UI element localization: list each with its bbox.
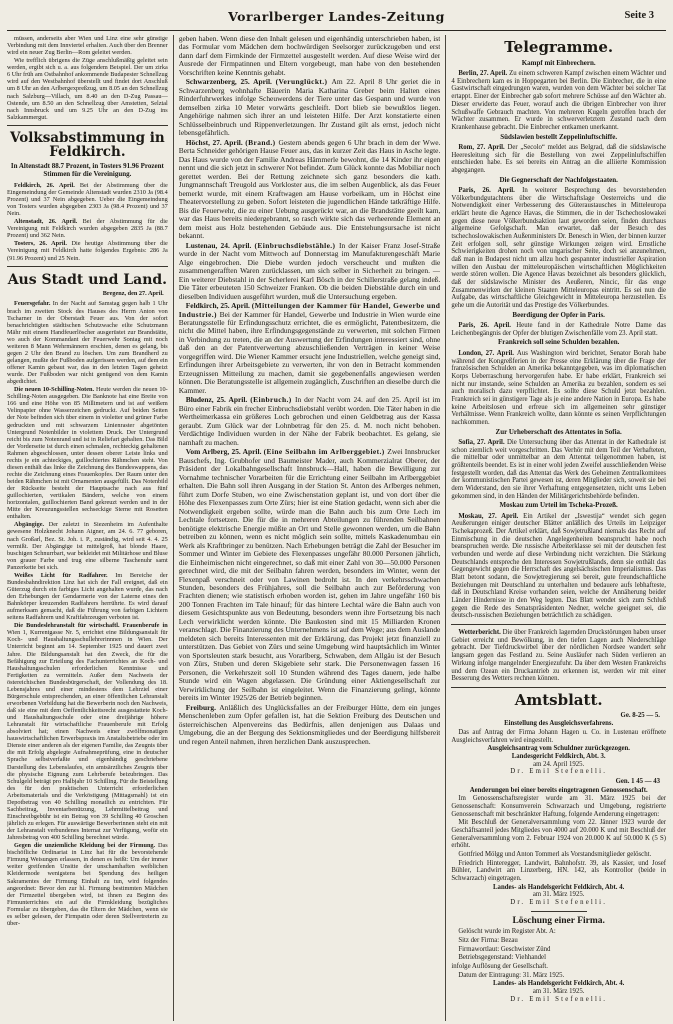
article-paragraph: Wie trefflich übrigens die Züge anschlußmäßig geleitet sein werden, ergibt sich u. a. aus folgendem Beispiel. Der um zirka 6 Uhr früh am Ostbahnhof ankommende Budapester Schnellzug wird auf den Westbahnhof überstellt und findet dort Anschluß um 8 Uhr an den Arlbergexpreßzug, um 8.05 an den Schnellzug nach Salzburg—Villach, um 8.40 an den D-Zug Passau—Ostende, um 8.50 an den Schnellzug über Amstetten, Selztal nach Innsbruck und um 9.25 Uhr an den D-Zug ins Salzkammergut. (7, 57, 168, 121)
article-subhead: Moskau zum Urteil im Tscheka-Prozeß. (499, 501, 618, 510)
article-paragraph: Feldkirch, 26. April. Bei der Abstimmung über die Eingemeindung der Gemeinde Altenstadt wurden 2310 Ja (98.4 Prozent) und 37 Nein abgegeben. Ueber die Eingemeindung von Tosters wurden abgegeben 2303 Ja (98.4 Prozent) und 37 Nein. (7, 181, 168, 218)
notice-heading: Löschung einer Firma. (512, 915, 605, 926)
article-paragraph: Datum der Eintragung: 31. März 1925. (458, 971, 565, 979)
article-lead-in: Berlin, 27. April. (458, 70, 510, 78)
article-lead-in: London, 27. April. (458, 349, 517, 357)
article-paragraph: Berlin, 27. April. Zu einem schweren Kampf zwischen einem Wächter und 4 Einbrechern kam es in Hoppegarten bei Berlin. Die Einbrecher, die in eine Gastwirtschaft eingedrungen waren, wurden von dem Wächter bei solcher Tat ertappt. Einer der Einbrecher gab sofort mehrere Schüsse auf den Wächter ab. Dieser erwiderte das Feuer, worauf auch die übrigen Einbrecher von ihrer Schußwaffe Gebrauch machten. Von mehreren Kugeln getroffen brach der Wächter zusammen. Er wurde in schwerverletztem Zustand nach dem Krankenhause gebracht. Die Einbrecher entkamen unerkannt. (451, 70, 666, 131)
signature-line: Dr. Emil Stefenelli. (510, 768, 608, 776)
article-paragraph: infolge Auflösung der Gesellschaft. (451, 963, 548, 971)
column-3-telegramme-amtsblatt (451, 35, 666, 1021)
article-paragraph: Die neuen 10-Schilling-Noten. Heute werden die neuen 10-Schilling-Noten ausgegeben. Die Banknote hat eine Breite von 166 und eine Höhe von 85 Millimetern und ist auf weißem Velinpapier ohne Wasserzeichen gedruckt. Auf beiden Seiten der Note befinden sich über einem in violetter und grüner Farbe gedruckten und mit schwarzem Linienraster abgetönten Untergrund Notenbilder in violettem Druck. Der Untergrund reicht bis zum Notenrand und ist in Reliefart gehalten. Das Bild der Vorderseite ist durch einen schmalen, rechteckig gehaltenen Rahmen abgeschlossen, unter dessen oberer Leiste links und rechts je ein achteckiges, guillochiertes Rähmchen steht. Von diesen enthält das linke die Zeichnung des Bundeswappens, das rechte die Zeichnung eines Frauenkopfes. Der Raum unter den beiden Rähmchen ist mit Ornamenten ausgefüllt. Das Notenbild der Rückseite besteht der Hauptsache nach aus fünf guillochierten, vertikalen Bändern, welche von einem horizontalen, guillochierten Band gekreuzt werden und in der Mitte der Kreuzungsstellen sechseckige Sterne mit Rosetten enthalten. (7, 386, 168, 521)
divider-rule (451, 687, 666, 688)
article-lead-in: Höchst, 27. April. (185, 137, 246, 147)
notice-line: Landes- als Handelsgericht Feldkirch, Abt. 4. (493, 883, 625, 891)
article-paragraph: Feuersgefahr. In der Nacht auf Samstag gegen halb 1 Uhr brach im zweiten Stock des Hauses des Herrn Anton von Tscharner in der Oberstadt Feuer aus. Von der sofort benachrichtigten städtischen Schutzwache eilte Schutzmann Mähr mit einem Handfeuerlöscher ausgerüstet zur Brandstätte, wo auch der Kommandant der Feuerwehr Sontag mit noch weiteren 8 Mann Wehrmännern erschien, denen es gelang, bis gegen 2 Uhr den Brand zu löschen. Um zum Brandherd zu gelangen, mußte der Fußboden aufgerissen werden, auf dem ein offener Kamin gebaut war, das in den letzten Tagen geheizt wurde. Der Fußboden war nicht genügend von dem Kamin abgedichtet. (7, 300, 168, 386)
notice-line: am 24. April 1925. (533, 760, 585, 768)
article-subhead: In Altenstadt 88.7 Prozent, in Tosters 91.96 Prozent Stimmen für die Vereinigung. (10, 162, 164, 179)
article-subhead: Südslawien bestellt Zeppelinluftschiffe. (500, 132, 618, 141)
docket-number: Ge. 8-25 — 5. (620, 711, 660, 719)
notice-line: Ausgleichsantrag vom Schuldner zurückgezogen. (487, 745, 630, 753)
column-divider (445, 35, 446, 1021)
article-lead-in: Paris, 26. April. (458, 322, 517, 330)
masthead-title: Vorarlberger Landes-Zeitung (228, 9, 445, 24)
article-paragraph: geben haben. Wenn diese den Inhalt gelesen und eigenhändig unterschrieben haben, ist das Formular vom Mädchen dem hochwürdigen Seelsorger zurückzugeben und erst dann darf dem Firmkinde der Firmzettel ausgestellt werden. Auf diese Weise wird der Ausrede der Firmpatinnen und Eltern vorgebeugt, man habe von den bestehenden Vorschriften keine Kenntnis gehabt. (178, 35, 441, 77)
notice-line: Landes- als Handelsgericht Feldkirch, Abt. 4. (493, 980, 625, 988)
article-lead-in: Vom Arlberg, 25. April. (185, 447, 264, 457)
article-paragraph: Paris, 26. April. Heute fand in der Kathedrale Notre Dame das Leichenbegängnis der Opfer der blutigen Zwischenfälle vom 23. April statt. (451, 322, 666, 337)
column-2 (179, 35, 441, 1021)
article-topic-tag: (Verunglückt.) (275, 77, 332, 87)
section-headline: Aus Stadt und Land. (7, 271, 168, 288)
article-paragraph: Schwarzenberg, 25. April. (Verunglückt.) Am 22. April 8 Uhr geriet die in Schwarzenberg wohnhafte Bäuerin Maria Katharina Greber beim Halten eines Rinderfuhrwerkes infolge Scheuwerdens der Tiere unter das Gespann und wurde von demselben zirka 10 Meter vorwärts geschleift. Dort blieb sie bewußtlos liegen. Angehörige nahmen sich ihrer an und leisteten Hilfe. Der Arzt konstatierte einen Schlüsselbeinbruch und Rippenverletzungen. Ihr Zustand gilt als ernst, jedoch nicht lebensgefährlich. (178, 77, 441, 138)
dateline: Bregenz, den 27. April. (102, 290, 164, 298)
article-lead-in: Rom, 27. April. (458, 143, 508, 151)
article-lead-in: Lustenau, 24. April. (185, 240, 255, 250)
article-paragraph: Bludenz, 25. April. (Einbruch.) In der Nacht vom 24. auf den 25. April ist im Büro einer Fabrik ein frecher Einbruchsdiebstahl verübt worden. Die Täter haben in die Wertheimerkassa ein größeres Loch gebrochen und einen Geldbetrag aus der Kassa geraubt. Zum Glück war der Lohnbetrag für den 25. d. M. noch nicht behoben. Verdächtige Individuen wurden in der Nähe der Fabrik beobachtet. Es gelang, sie namhaft zu machen. (178, 395, 441, 447)
column-divider (173, 35, 174, 1021)
article-topic-tag: (Einbruchsdiebstähle.) (254, 240, 339, 250)
column-1 (7, 35, 168, 1021)
article-paragraph: Moskau, 27. April. Ein Artikel der „Iswestija“ wendet sich gegen Aeußerungen einiger deutscher Blätter anläßlich des Urteils im Leipziger Tschekaprozeß. Der Artikel erklärt, daß Sowjetrußland niemals das Recht auf Einmischung in die deutschen Angelegenheiten beansprucht habe noch beanspruchen werde. Die russische Arbeiterklasse sei mit der deutschen fest verbunden und werde auf diese Verbindung nicht verzichten. Die Stärkung Deutschlands entspreche den Interessen Sowjetrußlands, denn sie enthält das Gegengewicht gegen die Herrschaft des angelsächsischen Imperialismus. Das Blatt betont sodann, die Sowjetregierung sei bereit, gute freundschaftliche Beziehungen mit Deutschland zu unterhalten und bedauere aufs lebhafteste, daß in Deutschland Kreise vorhanden seien, welche der Annäherung beider Länder Hindernisse in den Weg legten. Das Blatt wendet sich zum Schluß gegen die Rede des Senatspräsidenten Nedner, welche geeignet sei, die deutsch-russischen Beziehungen beträchtlich zu schädigen. (451, 512, 666, 620)
article-lead-in: Paris, 26. April. (458, 186, 523, 194)
article-paragraph: Rom, 27. April. Der „Secolo“ meldet aus Belgrad, daß die südslawische Heeresleitung sich für die Bestellung von zwei Zeppelinluftschiffen entschieden habe. Es sei bereits ein Antrag an die alliierte Kommission abgegangen. (451, 143, 666, 174)
article-paragraph: Gottfried Mölgg und Anton Tommerl als Vorstandsmitglieder gelöscht. (458, 851, 652, 859)
page-number-label: Seite 3 (624, 10, 654, 21)
article-paragraph: Vom Arlberg, 25. April. (Eine Seilbahn im Arlberggebiet.) Zwei Innsbrucker Bauschefs, Ing. Grubhofer und Baumeister Mader, auch Kommerzialrat Oberer, der Präsident der Lokalbahngesellschaft Innsbruck—Hall, haben die Bewilligung zur Vornahme technischer Vorarbeiten für die Errichtung einer Seilbahn im Arlberggebiet erhalten. Die Bahn soll ihren Ausgang in der Station St. Anton des Arlberges nehmen, führt zum Dorfe Stuben, wo eine Zwischenstation geplant ist, und von dort über die Höhe des Flexenpasses zum Orte Zürs; hier ist eine Station gedacht, wenn sich aber die Notwendigkeit ergeben sollte, würde man die Bahn auch bis zum Orte Lech im Lechtale fortsetzen. Die für die in mehreren Abteilungen zu führenden Seilbahnen benötigte elektrische Energie müßte an Ort und Stelle gewonnen werden, um die Bahn betreiben zu können, wenn es nicht möglich sein sollte, mittels Kaskadenumbau ein Werk als Kraftbringer zu benützen. Nach Erhebungen beträgt die Zahl der Besucher im Sommer und Winter im Gebiete des Flexenpasses ungefähr 80.000 Personen jährlich, die Einheimischen nicht eingerechnet, so daß mit einer Zahl von 30—50.000 Personen gerechnet wird, die mit der Seilbahn fahren werden, besonders im Winter, wenn der Flexenpaß verschneit oder von Lawinen bedroht ist. In den verkehrsschwachen Stunden, besonders des Frühjahres, soll die Seilbahn auch zur Beförderung von Frachten dienen; wie statistisch erhoben worden ist, gehen im Jahre ungefähr 160 bis 200 Tonnen Frachten im Tale hinauf; für das hintere Lechtal wäre die Bahn auch von diesem Gesichtspunkte aus von Bedeutung, besonders wenn ihre Fortsetzung bis nach Lech verwirklicht werden könnte. Die Baukosten sind mit 15 Milliarden Kronen veranschlagt. Die Finanzierung des Unternehmens ist auf dem Wege; aus dem Auslande meldeten sich bereits Interessenten mit der Erklärung, das Projekt jetzt finanziell zu unterstützen. Das Gebiet von Zürs und seine Umgebung wird hauptsächlich im Winter von Sportsleuten stark besucht, aus Vorarlberg, Schwaben, dem Allgäu ist der Besuch von Zürs, Stuben und deren Skigebiete sehr stark. Die Personenwagen fassen 16 Personen, die Verkehrszeit soll 10 Stunden während des Tages dauern, jede halbe Stunde wird ein Wagen abgelassen. Die Gründung einer Aktiengesellschaft zur Verwirklichung der Seilbahn ist eingeleitet. Wenn die Finanzierung gelingt, könnte bereits im Winter 1925/26 der Betrieb beginnen. (178, 447, 441, 703)
article-lead-in: Feldkirch, 26. April. (14, 181, 80, 189)
article-paragraph: Altenstadt, 26. April. Bei der Abstimmung für die Vereinigung mit Feldkirch wurden abgegeben 2835 Ja (88.7 Prozent) und 362 Nein. (7, 218, 168, 240)
article-paragraph: Lustenau, 24. April. (Einbruchsdiebstähle.) In der Kaiser Franz Josef-Straße wurde in der Nacht vom Mittwoch auf Donnerstag im Manufakturengeschäft Marie Alge eingebrochen. Die Diebe wurden jedoch verscheucht und mußten die zusammengerafften Waren zurücklassen, um sich selber in Sicherheit zu bringen. — Ein weiterer Diebstahl in der Scherlerei Karl Bösch in der Schillerstraße gelang indeß. Die Täter erbeuteten 150 Schweizer Franken. Ob die beiden Diebstähle durch ein und dieselben Individuen ausgeführt wurden, muß die Untersuchung ergeben. (178, 240, 441, 301)
article-subhead: Die Gegnerschaft der Nachfolgestaaten. (499, 175, 618, 184)
article-paragraph: Freiburg. Anläßlich des Unglücksfalles an der Freiburger Hütte, dem ein junges Menschenleben zum Opfer gefallen ist, hat die Sektion Freiburg des Deutschen und österreichischen Alpenvereins das Bedürfnis, allen denjenigen aus Dalaas und Umgebung, die an der Bergung des Sektionsmitgliedes und der Beerdigung hilfsbereit und regen Anteil nahmen, ihren herzlichen Dank auszusprechen. (178, 702, 441, 746)
article-subhead: Frankreich soll seine Schulden bezahlen. (497, 338, 620, 347)
article-paragraph: müssen, anderseits aber Wien und Linz eine sehr günstige Verbindung mit dem Innviertel erhalten. Auch über den Brenner wird ein neuer Zug Berlin—Rom geleitet werden. (7, 35, 168, 57)
article-lead-in: Moskau, 27. April. (458, 512, 524, 520)
article-paragraph: Gelöscht wurde im Register Abt. A: (458, 928, 556, 936)
article-paragraph: Im Genossenschaftsregister wurde am 31. März 1925 bei der Genossenschaft: Konsumverein Schwarzach und Umgebung, registrierte Genossenschaft mit beschränkter Haftung, folgende Aenderung eingetragen: (451, 795, 666, 818)
article-lead-in: Die neuen 10-Schilling-Noten. (14, 386, 96, 394)
divider-rule (451, 624, 666, 625)
article-paragraph: Höchst, 27. April. (Brand.) Gestern abends gegen 6 Uhr brach in dem der Wwe. Berta Schneider gehörigen Hause Feuer aus, das in kurzer Zeit das Haus in Asche legte. Das Haus wurde von der Familie Andreas Hämmerle bewohnt, die 14 Kinder ihr eigen nennt und die sich jetzt in schwerer Not befindet. Zum Glück konnte das Mobiliar noch gerettet werden. Bei der Rettung zeichnete sich ganz besonders die kath. Jungmannschaft Treugold aus Vorkloster aus, die im selben Augenblick, als das Feuer bemerkt wurde, mit einem Kraftwagen am Hause vorbeikam, um in Höchst eine Theatervorstellung zu geben. Sofort leisteten die jugendlichen Hände tatkräftige Hilfe. Bis die Feuerwehr, die zu einer Uebung ausgerückt war, an die Brandstätte geeilt kam, war das Haus bereits niedergebrannt, so rasch wirkte sich das verheerende Element an dem meist aus Holz bestehenden Gebäude aus. Die Entstehungsursache ist nicht bekannt. (178, 137, 441, 241)
article-paragraph: Feldkirch, 25. April. (Mitteilungen der Kammer für Handel, Gewerbe und Industrie.) Bei der Kammer für Handel, Gewerbe und Industrie in Wien wurde eine Beratungsstelle für Erfindungsschutz errichtet, die es ermöglicht, Patentbesitzern, die nicht die Mittel haben, ihre Erfindungsgegenstände zu verwerten, mit solchen Firmen in Verbindung zu treten, die an der Auswertung der Erfindungen interessiert sind, ohne daß den an der Patentverwertung abzuschließenden Verträgen in keiner Weise vorgegriffen wird. Die Wiener Kammer ersucht jene Industriellen, welche geneigt sind, Erfindungen ihrer Arbeitsgebiete zu verwerten, ihr von den in Betracht kommenden Erzeugnissen Mitteilung zu machen, damit sie gegebenenfalls angewiesen werden können. Die Beratungsstelle ist allgemein zugänglich, Zuschriften an dieselbe durch die Kammer. (178, 301, 441, 395)
article-paragraph: Tosters, 26. April. Die heutige Abstimmung über die Vereinigung mit Feldkirch hatte folgendes Ergebnis: 286 Ja (91.96 Prozent) und 25 Nein. (7, 240, 168, 262)
page-header (7, 6, 666, 31)
article-lead-in: Feuersgefahr. (14, 300, 53, 308)
article-paragraph: London, 27. April. Aus Washington wird berichtet, Senator Borah habe während der Kongreßferien in der Presse eine Erklärung über die Frage der französischen Schulden an Amerika bekanntgegeben, was im diplomatischen Korps Ueberraschung hervorgerufen habe. Er habe erklärt, Frankreich sei nicht nur imstande, seine Schulden an Amerika zu bezahlen, sondern es sei auch moralisch dazu verpflichtet. Es sollte diese Schuld jetzt bezahlen. Frankreich sei in günstigere Tage als je eine andere Nation in Europa. Es habe keine Arbeitslosen und erfreue sich im allgemeinen sehr günstiger Verhältnisse. Wenn Frankreich wollte, dann könnte es seinen Verpflichtungen nachkommen. (451, 349, 666, 426)
article-topic-tag: (Brand.) (245, 137, 279, 147)
divider-rule (7, 125, 168, 126)
article-paragraph: Die Bundeslehranstalt für wirtschaftl. Frauenberufe in Wien 1, Kurrentgasse Nr. 5, errichtet eine Bildungsanstalt für Koch- und Haushaltungsschullehrerinnnen in Wien. Der Unterricht beginnt am 14. September 1925 und dauert zwei Jahre. Die Bildungsanstalt hat den Zweck, die für die Befähigung zur Erteilung des Fachunterrichtes an Koch- und Haushaltungsschulen erforderlichen Kenntnisse und Fertigkeiten zu vermitteln. Außer dem Nachweis der östereichischen Bundesbürgerschaft, der Vollendung des 18. Lebensjahres und einer mindestens dem Lehrziel einer Bürgerschule entsprechenden, an einer öffentlichen Lehranstalt erworbenen Vorbildung hat die Bewerberin noch den Nachweis, daß sie eine mit dem Oeffentlichkeitsrecht ausgestattete Koch- und Haushaltungsschule oder eine dreijährige höhere Lehranstalt für wirtschaftliche Frauenberufe mit Erfolg absolviert hat; einen Nachweis einer zwölfmonatigen hauswirtschaftlichen Erwerbspraxis im Anstaltsbetriebe oder im Dienste einer anderen als der eigenen Familie, das Zeugnis über die mit Erfolg abgelegte Aufnahmeprüfung, eine in deutscher Sprache selbstverfaßte und eigenhändig geschriebene Darstellung des Lebenslaufes, ein amtsärztliches Zeugnis über die physische Eignung zum Lehrberufe beizubringen. Das Schulgeld beträgt pro Halbjahr 10 Schilling. Für die Beistellung des für den praktischen Unterricht erforderlichen Arbeitsmaterials und die Verköstigung (Mittagsmahl) ist ein Depotbetrag von 40 Schilling monatlich zu entrichten. Für Sachbeitrag, Inventarbenützung, Lehrmittelbeitrag und Einschreibgebühr ist ein Betrag von 39 Schilling 40 Groschen jährlich zu erlegen. Für auswärtige Bewerberinnen steht ein mit der Lehranstalt verbundenes Internat zur Verfügung, wofür ein Jahresbetrag von 400 Schilling berechnet würde. (7, 622, 168, 842)
article-lead-in: Schwarzenberg, 25. April. (185, 77, 276, 87)
notice-line: am 31. März 1925. (532, 891, 585, 899)
article-lead-in: Altenstadt, 26. April. (14, 218, 83, 226)
article-paragraph: Friedrich Hinteregger, Landwirt, Bahnhofstr. 39, als Kassier, und Josef Bühler, Landwirt am Linzerberg, HN. 142, als Kontrollor (beide in Schwarzach) eingetragen. (451, 859, 666, 883)
article-paragraph: Mit Beschluß der Generalversammlung vom 22. Jänner 1923 wurde der Geschäftsanteil jedes Mitgliedes von 4000 auf 20.000 K und mit Beschluß der Generalversammlung vom 2. Februar 1924 von 20.000 K auf 50.000 K (5 S) erhöht. (451, 819, 666, 850)
article-subhead: Beerdigung der Opfer in Paris. (512, 310, 605, 319)
signature-line: Dr. Emil Stefenelli. (510, 899, 608, 907)
article-paragraph: Paris, 26. April. In weiterer Besprechung des bevorstehenden Völkerbundgutachtens über die Wirtschaftslage Oesterreichs und die Notwendigkeit einer Verbesserung des Güteraustausches in Mitteleuropa erklärt heute die Agence Havas, die Stimmen, die in der Tschechoslowakei gegen diese neue Völkerbundsaktion laut geworden seien, finden durchaus allgemeine Gefolgschaft. Man erwartet, daß der Besuch des tschechoslowakischen Außenministers Dr. Benesch in Wien, der binnen kurzer Zeit erfolgen soll, sehr günstige Wirkungen zeigen wird. Ernstliche Schwierigkeiten drohen noch von ungarischer Seite, doch sei anzunehmen, daß man in Budapest nicht um allzu hoch gespannter industrieller Aspiration willen den Ausbau der mitteleuropäischen wirtschaftlichen Möglichkeiten werde stören wollen. Die Agence Havas bezeichnet als besonders glücklich, daß der südslawische Minister des Aeußeren, Nincic, für das enge Zusammenwirken der kleinen Staaten Mitteleuropas eintritt. Es sei nun die Aufgabe, das wirtschaftliche Gleichgewicht in Mitteleuropa herzustellen. Es gehe um die Autorität und das Prestige des Völkerbundes. (451, 186, 666, 310)
article-lead-in: Abgängige. (14, 521, 49, 529)
article-subhead: Zur Urheberschaft des Attentates in Sofia. (495, 427, 622, 436)
notice-heading: Einstellung des Ausgleichsverfahrens. (504, 720, 614, 728)
article-paragraph: Sitz der Firma: Bezau (458, 937, 518, 945)
article-lead-in: Freiburg. (185, 702, 220, 712)
article-paragraph: Wetterbericht. Die über Frankreich lagernden Druckstörungen haben unser Gebiet erreicht und Bewölkung, in den tiefen Lagen auch Niederschläge gebracht. Der Tiefdruckwirbel über der nördlichen Nordsee wandert sehr langsam gegen das Festland zu. Seine Ausläufer nach Süden verlieren an Wirkung infolge mangelnder Energiezufuhr. Da über dem Westen Frankreichs und dem Ozean ein Druckantrieb zu erkennen ist, werden wir mit einer Besserung des Wetters rechnen können. (451, 629, 666, 683)
docket-number: Gen. 1 45 — 43 (615, 777, 660, 785)
article-lead-in: Tosters, 26. April. (14, 240, 72, 248)
section-headline: Volksabstimmung in Feldkirch. (9, 129, 165, 160)
article-subhead: Kampf mit Einbrechern. (521, 58, 596, 67)
article-topic-tag: (Eine Seilbahn im Arlberggebiet.) (263, 447, 388, 457)
article-lead-in: Gegen die unziemliche Kleidung bei der Firmung. (14, 842, 159, 850)
divider-rule (531, 911, 587, 912)
section-headline: Telegramme. (504, 38, 614, 56)
article-paragraph: Sofia, 27. April. Die Untersuchung über das Attentat in der Kathedrale ist schon ziemlich weit vorgeschritten. Das Verhör mit dem Teil der Verhafteten, die mittelbar oder unmittelbar an dem Attentat teilgenommen haben, ist größtenteils beendet. Es ist in einer wohl jeden Zweifel ausschließenden Weise festgestellt worden, daß das Attentat das Werk des Geheimen Zentralkomitees der kommunistischen Partei gewesen ist, deren Mitglieder sich, soweit sie bei dem Widerstand, den sie ihrer Verhaftung entgegensetzten, nicht ums Leben gekommen sind, in den Händen der Militärgerichtsbehörde befinden. (451, 438, 666, 500)
notice-line: Landesgericht Feldkirch, Abt. 3. (511, 752, 606, 760)
article-lead-in: Die Bundeslehranstalt für wirtschaftl. Frauenberufe in (14, 622, 168, 630)
notice-line: am 31. März 1925. (532, 988, 585, 996)
article-lead-in: Bludenz, 25. April. (185, 395, 251, 405)
article-paragraph: Firmawortlaut: Geschwister Zünd (458, 945, 551, 953)
article-paragraph: Weißes Licht für Radfahrer. Im Bereiche der Bundesbahndirektion Linz hat sich der Fall ereignet, daß ein Güterzug durch ein farbiges Licht angehalten wurde, das nach den Erhebungen der Gendarmerie von der Laterne eines den Bahnkörper kreuzenden Radfahrers herrührte. Es wird darauf aufmerksam gemacht, daß die Führung von farbigen Lichtern seitens Radfahrern und Kraftfahrzeugen verboten ist. (7, 571, 168, 622)
article-topic-tag: (Mitteilungen der Kammer für Handel, Gewerbe und Industrie.) (178, 301, 441, 319)
article-lead-in: Weißes Licht für Radfahrer. (14, 571, 116, 579)
article-lead-in: Wetterbericht. (458, 629, 503, 637)
signature-line: Dr. Emil Stefenelli. (510, 995, 608, 1003)
article-topic-tag: (Einbruch.) (250, 395, 295, 405)
divider-rule (7, 266, 168, 267)
article-paragraph: Gegen die unziemliche Kleidung bei der Firmung. Das bischöfliche Ordinariat in Linz hat für die bevorstehende Firmung Weisungen erlassen, in denen es heißt: Um der immer weiter greifenden Unsitte der unschamhaften weiblichen Kleidermode wenigstens bei Spendung des heiligen Sakramentes der Firmung Einhalt zu tun, wird folgendes angeordnet: Bevor den zur hl. Firmung bestimmten Mädchen der Firmzettel übergeben wird, ist ihnen zu Beginn des Firmunterrichtes ein auf die Firmkleidung bezügliches Formular zu übergeben, das die Eltern der Mädchen, wenn sie es selber gelesen, der Firmpatin oder deren Stellvertreterin zu über- (7, 842, 168, 927)
article-paragraph: Das auf Antrag der Firma Johann Hagen u. Co. in Lustenau eröffnete Ausgleichsverfahren wird eingestellt. (451, 728, 666, 744)
article-paragraph: Abgängige. Der zuletzt in Siezenheim im Aufenthalte gewesene Holzknecht Johann Aigner, am 24. 6. 77 geboren, nach Großarl, Bez. St. Joh. i. P., zuständig, wird seit 4. 4. 25 vermißt. Der Abgängige ist mittelgroß, hat blonde Haare, buschigen Schnurrbart, war bekleidet mit Militärhose und Bluse von grauer Farbe und trug eine silberne Taschenuhr samt Panzerkette bei sich. (7, 521, 168, 571)
column-container (7, 35, 666, 1021)
article-paragraph: Betriebsgegenstand: Viehhandel (458, 954, 546, 962)
notice-heading: Aenderungen bei einer bereits eingetragenen Genossenschaft. (469, 786, 648, 794)
article-lead-in: Feldkirch, 25. April. (185, 301, 252, 311)
section-headline: Amtsblatt. (514, 690, 603, 709)
article-lead-in: Sofia, 27. April. (458, 438, 507, 446)
